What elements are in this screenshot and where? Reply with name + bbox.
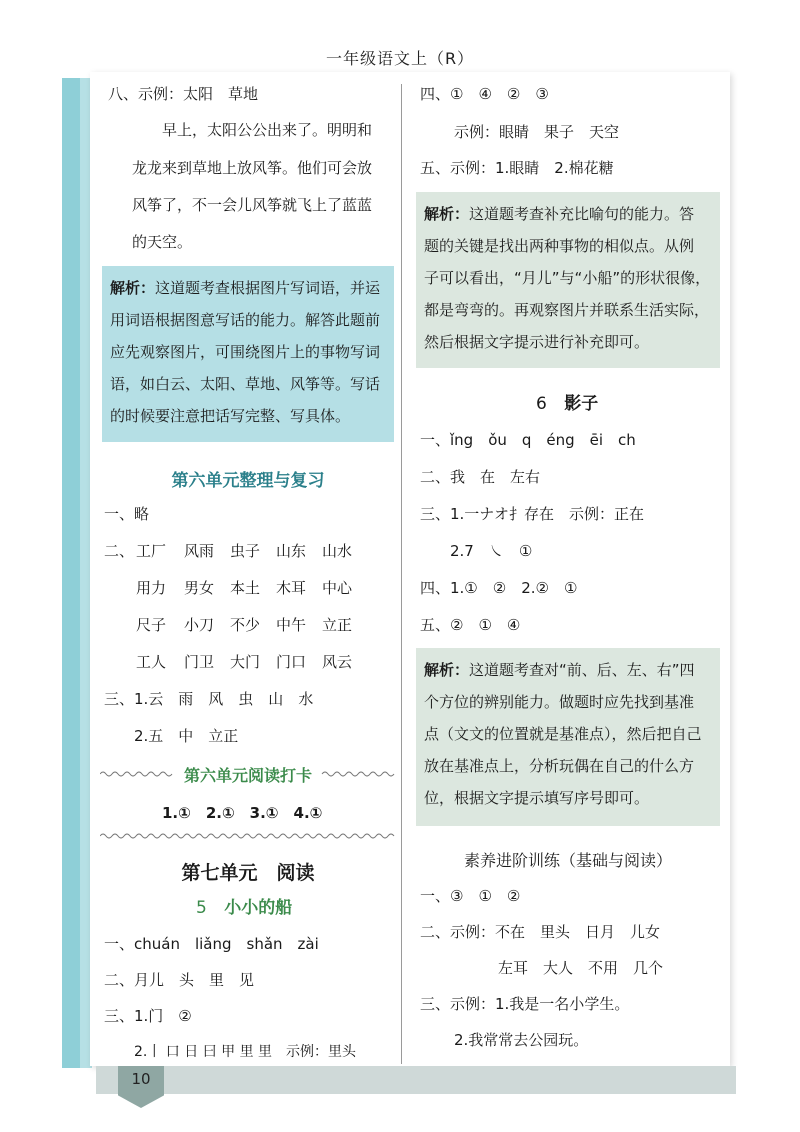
analysis-line: 题的关键是找出两种事物的相似点。从例 [424, 237, 695, 255]
t-q1: 一、③ ① ② [420, 887, 521, 905]
page-number: 10 [131, 1070, 151, 1088]
wavy-divider-bottom [100, 832, 396, 840]
analysis-box-2 [416, 192, 720, 368]
unit7-title: 第七单元 阅读 [181, 862, 315, 884]
word: 中心 [322, 579, 353, 597]
analysis-line: 然后根据文字提示进行补充即可。 [424, 333, 650, 351]
analysis-line: 应先观察图片，可围绕图片上的事物写词 [110, 343, 381, 361]
l6-q5: 五、② ① ④ [420, 616, 521, 634]
lesson5-title: 小小的船 [224, 898, 293, 918]
word: 用力 [136, 579, 167, 597]
lesson6-title: 影子 [564, 394, 599, 414]
lesson6-heading [536, 394, 598, 414]
word: 山东 [276, 542, 307, 560]
word: 风云 [322, 653, 353, 671]
q4: 四、① ④ ② ③ [420, 85, 549, 103]
word: 风雨 [184, 542, 215, 560]
analysis-line: 子可以看出，“月儿”与“小船”的形状很像， [424, 269, 711, 287]
analysis-line: 放在基准点上，分析玩偶在自己的什么方 [424, 757, 695, 775]
l5-q1: 一、chuán liǎng shǎn zài [104, 935, 319, 953]
analysis-line: 这道题考查对“前、后、左、右”四 [469, 661, 695, 679]
review-q2-row-4 [136, 652, 352, 672]
unit6-reading-title: 第六单元阅读打卡 [183, 766, 312, 785]
q5: 五、示例：1.眼睛 2.棉花糖 [420, 159, 614, 177]
word: 男女 [184, 579, 215, 597]
analysis-line: 这道题考查补充比喻句的能力。答 [469, 205, 695, 223]
review-q3-label: 三、 [104, 690, 135, 708]
analysis-line: 用词语根据图意写话的能力。解答此题前 [110, 311, 381, 329]
review-q2-label: 二、 [104, 542, 135, 560]
word: 虫子 [230, 542, 261, 560]
review-q2-row-3 [136, 615, 352, 635]
word: 不少 [230, 616, 261, 634]
lesson6-number: 6 [536, 394, 547, 414]
l6-q1: 一、ǐng ǒu q éng ēi ch [420, 431, 636, 449]
analysis-box-1 [102, 266, 394, 442]
word: 木耳 [276, 579, 307, 597]
review-q1: 一、略 [104, 505, 150, 523]
t-q3: 三、示例：1.我是一名小学生。 [420, 995, 630, 1013]
word: 尺子 [136, 616, 167, 634]
t-q2b: 左耳 大人 不用 几个 [498, 959, 664, 977]
l5-q2: 二、月儿 头 里 见 [104, 971, 255, 989]
column-divider [401, 84, 402, 1064]
analysis-line: 这道题考查根据图片写词语，并运 [155, 279, 381, 297]
unit6-review-title: 第六单元整理与复习 [171, 471, 325, 491]
l5-q3: 三、1.门 ② [104, 1007, 192, 1025]
analysis-line: 都是弯弯的。再观察图片并联系生活实际， [424, 301, 710, 319]
l6-q3: 三、1.一ナオ扌存在 示例：正在 [420, 505, 645, 523]
review-q3-line-2: 2.五 中 立正 [134, 727, 239, 745]
analysis-box-3 [416, 648, 720, 826]
analysis-label: 解析： [424, 205, 470, 223]
l6-q4: 四、1.① ② 2.② ① [420, 579, 578, 597]
review-q2-row-2 [136, 578, 352, 598]
analysis-line: 点（文文的位置就是基准点），然后把自己 [424, 725, 702, 743]
word: 立正 [322, 616, 353, 634]
t-q3b: 2.我常常去公园玩。 [454, 1031, 589, 1049]
q8-line-2: 龙龙来到草地上放风筝。他们可会放 [132, 159, 373, 177]
review-q2-row-1 [136, 541, 352, 561]
lesson5-number: 5 [196, 898, 207, 918]
word: 工人 [136, 653, 167, 671]
word: 小刀 [184, 616, 215, 634]
word: 工厂 [136, 542, 167, 560]
q8-line-1: 早上，太阳公公出来了。明明和 [162, 121, 373, 139]
l5-q3b: 2.丨 口 日 曰 甲 里 里 示例：里头 [134, 1044, 357, 1060]
analysis-line: 位，根据文字提示填写序号即可。 [424, 789, 650, 807]
page-footer-band [96, 1066, 736, 1094]
page-header: 一年级语文上（R） [325, 49, 475, 68]
reading-answers: 1.① 2.① 3.① 4.① [162, 804, 323, 822]
word: 门口 [276, 653, 307, 671]
review-q3-line-1: 1.云 雨 风 虫 山 水 [134, 690, 314, 708]
analysis-line: 个方位的辨别能力。做题时应先找到基准 [424, 693, 695, 711]
q4-example: 示例：眼睛 果子 天空 [454, 123, 620, 141]
l6-q2: 二、我 在 左右 [420, 468, 541, 486]
word: 门卫 [184, 653, 215, 671]
q8-line-4: 的天空。 [132, 233, 193, 251]
analysis-label: 解析： [424, 661, 470, 679]
t-q2: 二、示例：不在 里头 日月 儿女 [420, 923, 661, 941]
l6-q3b: 2.7 ㇏ ① [450, 542, 533, 560]
word: 本土 [230, 579, 261, 597]
lesson5-heading [196, 898, 292, 918]
training-title: 素养进阶训练（基础与阅读） [463, 851, 672, 870]
word: 中午 [276, 616, 307, 634]
q8-label: 八、示例：太阳 草地 [108, 85, 259, 103]
analysis-label: 解析： [110, 279, 156, 297]
word: 山水 [322, 542, 353, 560]
analysis-line: 的时候要注意把话写完整、写具体。 [110, 407, 351, 425]
analysis-line: 语，如白云、太阳、草地、风筝等。写话 [110, 375, 381, 393]
q8-line-3: 风筝了，不一会儿风筝就飞上了蓝蓝 [132, 196, 373, 214]
word: 大门 [230, 653, 261, 671]
